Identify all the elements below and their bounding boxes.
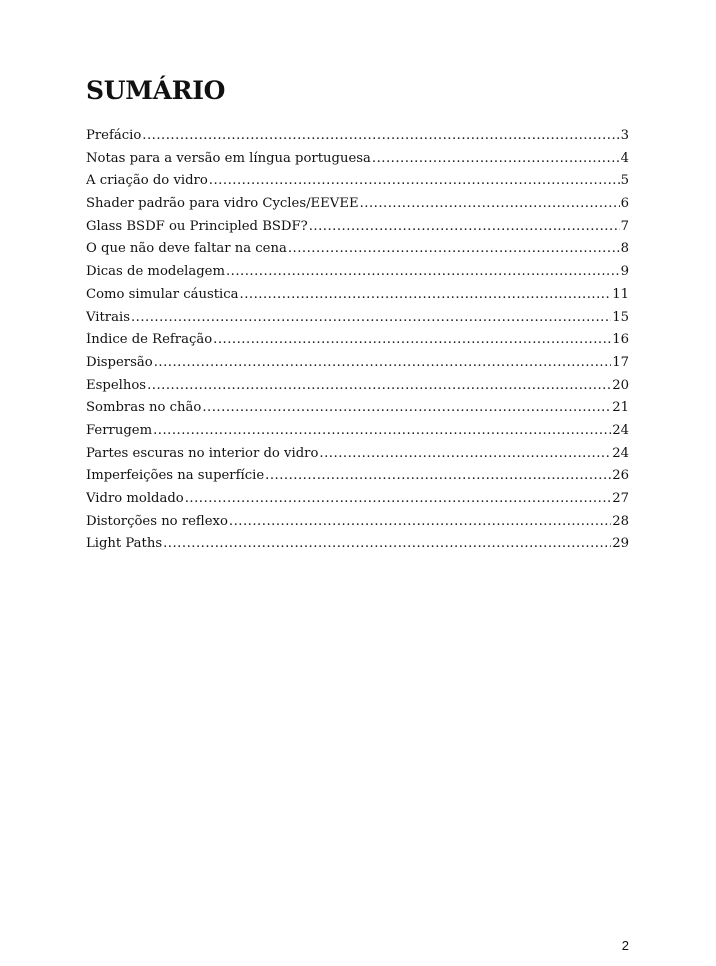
toc-entry <box>86 241 629 264</box>
toc-entry-page: 24 <box>612 422 629 438</box>
toc-dot-leader <box>288 241 620 256</box>
toc-dot-leader <box>372 151 620 166</box>
toc-entry-label: Glass BSDF ou Principled BSDF? <box>86 218 308 234</box>
toc-entry-label: A criação do vidro <box>86 173 208 189</box>
toc-entry-label: Sombras no chão <box>86 400 202 416</box>
toc-entry <box>86 128 629 151</box>
page-title: SUMÁRIO <box>86 76 226 105</box>
toc-entry-page: 24 <box>612 445 629 461</box>
toc-entry <box>86 423 629 446</box>
toc-dot-leader <box>240 287 612 302</box>
toc-entry-label: Prefácio <box>86 128 142 143</box>
toc-entry-label: Vitrais <box>86 309 130 325</box>
toc-dot-leader <box>229 514 611 529</box>
toc-entry <box>86 378 629 401</box>
toc-dot-leader <box>142 128 619 143</box>
toc-entry <box>86 514 629 537</box>
toc-dot-leader <box>209 173 620 188</box>
toc-dot-leader <box>131 310 611 325</box>
toc-entry-page: 20 <box>612 377 629 393</box>
toc-dot-leader <box>319 446 611 461</box>
toc-entry-page: 11 <box>612 286 629 302</box>
toc-entry <box>86 219 629 242</box>
toc-entry-page: 7 <box>620 218 629 234</box>
toc-dot-leader <box>309 219 620 234</box>
toc-entry <box>86 264 629 287</box>
toc-entry <box>86 400 629 423</box>
toc-entry <box>86 196 629 219</box>
toc-dot-leader <box>265 468 611 483</box>
toc-entry-page: 29 <box>612 536 629 552</box>
toc-entry-label: Ferrugem <box>86 422 153 438</box>
toc-entry <box>86 355 629 378</box>
toc-entry-label: Partes escuras no interior do vidro <box>86 445 319 461</box>
toc-entry <box>86 151 629 174</box>
toc-entry-label: Notas para a versão em língua portuguesa <box>86 150 371 166</box>
toc-entry-label: Dispersão <box>86 354 153 370</box>
toc-entry <box>86 287 629 310</box>
toc-entry-page: 28 <box>612 513 629 529</box>
toc-dot-leader <box>147 378 611 393</box>
toc-entry-page: 21 <box>612 400 629 416</box>
toc-dot-leader <box>163 536 611 551</box>
toc-dot-leader <box>185 491 611 506</box>
toc-dot-leader <box>226 264 620 279</box>
toc-entry-page: 26 <box>612 468 629 484</box>
toc-entry <box>86 446 629 469</box>
toc-dot-leader <box>360 196 620 211</box>
toc-entry-page: 4 <box>620 150 629 166</box>
toc-entry <box>86 332 629 355</box>
toc-entry-page: 27 <box>612 491 629 506</box>
toc-entry-page: 5 <box>620 173 629 189</box>
toc-entry-page: 17 <box>612 354 629 370</box>
page-number: 2 <box>621 938 629 953</box>
toc-entry-page: 3 <box>620 128 629 143</box>
toc-entry-label: Dicas de modelagem <box>86 264 225 280</box>
toc-entry-label: Light Paths <box>86 536 163 552</box>
toc-entry-label: Shader padrão para vidro Cycles/EEVEE <box>86 196 359 212</box>
toc-entry-label: Distorções no reflexo <box>86 513 228 529</box>
toc-entry <box>86 536 629 559</box>
toc-entry-label: Índice de Refração <box>86 332 213 348</box>
toc-dot-leader <box>153 423 611 438</box>
toc-entry <box>86 468 629 491</box>
toc-dot-leader <box>213 332 611 347</box>
table-of-contents <box>86 128 629 559</box>
toc-entry-label: Vidro moldado <box>86 491 184 506</box>
toc-dot-leader <box>202 400 611 415</box>
toc-entry-page: 15 <box>612 309 629 325</box>
toc-entry-page: 6 <box>620 196 629 212</box>
toc-entry-label: Imperfeições na superfície <box>86 468 265 484</box>
toc-entry <box>86 173 629 196</box>
toc-entry <box>86 491 629 514</box>
toc-entry-page: 8 <box>620 241 629 257</box>
toc-entry-label: Como simular cáustica <box>86 286 239 302</box>
toc-entry-page: 9 <box>620 264 629 280</box>
toc-entry-label: O que não deve faltar na cena <box>86 241 287 257</box>
toc-dot-leader <box>154 355 612 370</box>
toc-entry-page: 16 <box>612 332 629 348</box>
toc-entry <box>86 310 629 333</box>
toc-entry-label: Espelhos <box>86 377 147 393</box>
